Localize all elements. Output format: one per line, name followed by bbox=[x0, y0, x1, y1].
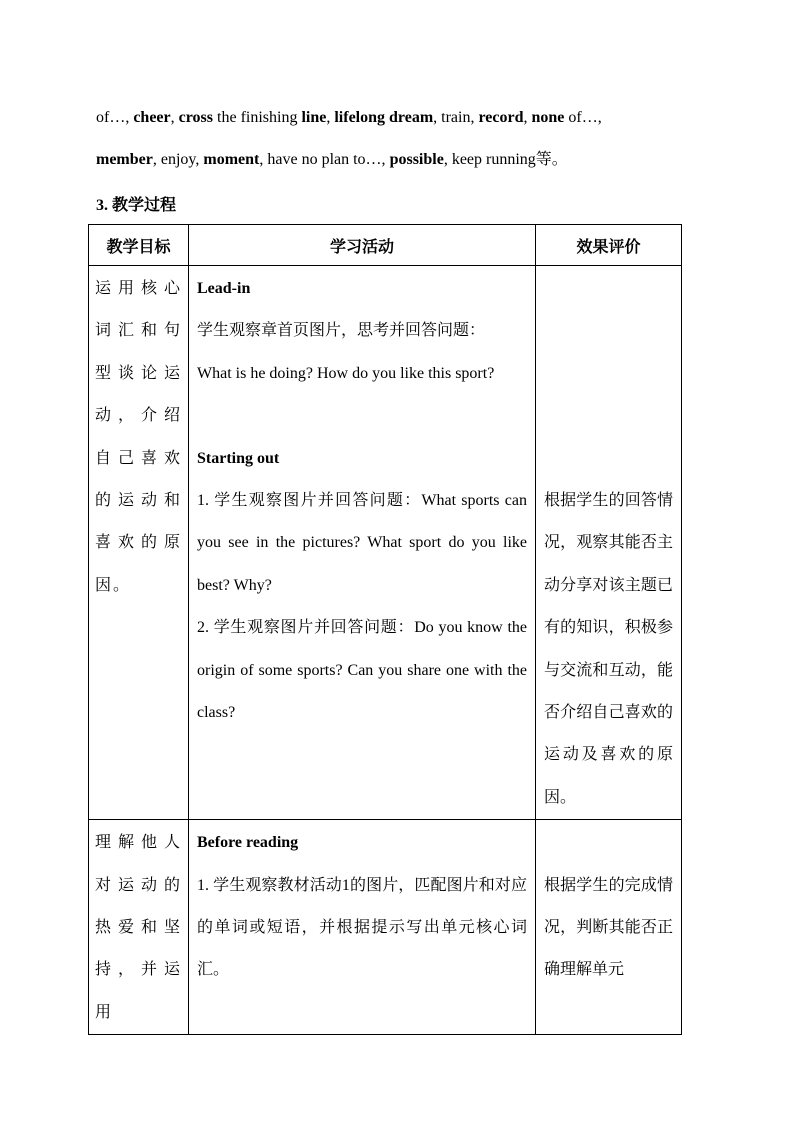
vocab-term: none bbox=[531, 109, 565, 126]
starting-out-item-2: 2. 学生观察图片并回答问题：Do you know the origin of some sports? Can you share one with the class? bbox=[197, 619, 527, 722]
header-evaluation: 效果评价 bbox=[536, 225, 682, 266]
vocab-term: cross bbox=[178, 109, 214, 126]
evaluation-cell bbox=[536, 266, 682, 820]
vocab-term: lifelong dream bbox=[334, 109, 434, 126]
vocab-text: , bbox=[523, 109, 532, 126]
starting-out-item-1: 1. 学生观察图片并回答问题：What sports can you see in the pictures? What sport do you like best? Why? bbox=[197, 492, 527, 594]
leadin-text-1: 学生观察章首页图片，思考并回答问题： bbox=[197, 322, 486, 340]
leadin-text-2: What is he doing? How do you like this sport? bbox=[197, 364, 495, 382]
section-heading: 3. 教学过程 bbox=[96, 197, 177, 214]
goal-text: 运用核心词汇和句型谈论运动，介绍自己喜欢的运动和喜欢的原因。 bbox=[95, 280, 182, 594]
vocab-text: , have no plan to…, bbox=[259, 151, 390, 168]
vocab-text: , enjoy, bbox=[152, 151, 204, 168]
vocab-text: , bbox=[170, 109, 179, 126]
vocab-line-1 bbox=[96, 108, 716, 128]
evaluation-text: 根据学生的回答情况，观察其能否主动分享对该主题已有的知识，积极参与交流和互动，能否介绍自己喜欢的运动及喜欢的原因。 bbox=[544, 492, 673, 806]
vocab-term: possible bbox=[389, 151, 444, 168]
goal-cell bbox=[89, 820, 189, 1035]
vocab-text: of…, bbox=[96, 109, 134, 126]
header-goal: 教学目标 bbox=[89, 225, 189, 266]
activity-cell bbox=[189, 266, 536, 820]
header-activity: 学习活动 bbox=[189, 225, 536, 266]
vocab-term: moment bbox=[203, 151, 260, 168]
vocab-term: line bbox=[301, 109, 327, 126]
before-reading-title: Before reading bbox=[197, 834, 299, 852]
starting-out-title: Starting out bbox=[197, 449, 280, 467]
vocab-term: member bbox=[96, 151, 153, 168]
teaching-process-table bbox=[88, 224, 682, 1035]
leadin-title: Lead-in bbox=[197, 280, 251, 297]
table-row bbox=[89, 820, 682, 1035]
vocab-text: , train, bbox=[433, 109, 479, 126]
evaluation-cell bbox=[536, 820, 682, 1035]
vocab-line-2 bbox=[96, 150, 716, 170]
vocab-term: cheer bbox=[133, 109, 171, 126]
evaluation-text: 根据学生的完成情况，判断其能否正确理解单元 bbox=[544, 876, 673, 979]
before-reading-item-1: 1. 学生观察教材活动1的图片，匹配图片和对应的单词或短语，并根据提示写出单元核心词汇。 bbox=[197, 876, 527, 979]
goal-cell bbox=[89, 266, 189, 820]
activity-cell bbox=[189, 820, 536, 1035]
vocab-text: the finishing bbox=[213, 109, 302, 126]
vocab-text: , bbox=[326, 109, 335, 126]
vocab-text: , keep running等。 bbox=[443, 151, 568, 168]
table-row bbox=[89, 266, 682, 820]
vocab-text: of…, bbox=[564, 109, 602, 126]
vocab-term: record bbox=[478, 109, 524, 126]
table-header-row bbox=[89, 225, 682, 266]
goal-text: 理解他人对运动的热爱和坚持，并运用 bbox=[95, 834, 182, 1021]
